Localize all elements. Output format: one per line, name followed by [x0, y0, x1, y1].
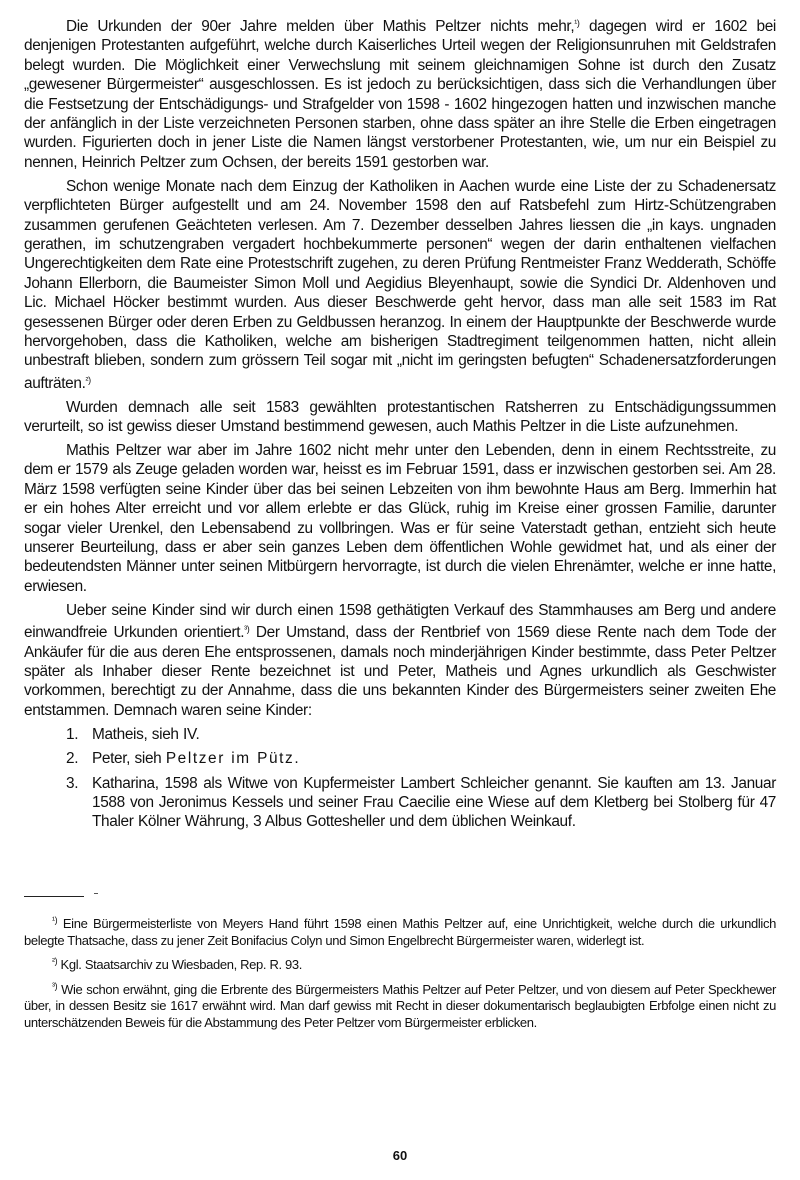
paragraph	[24, 398, 776, 437]
list-number: 1.	[66, 725, 79, 743]
footnote-separator	[24, 884, 98, 902]
footnote	[24, 912, 776, 949]
footnote-reference[interactable]: ¹)	[574, 18, 580, 28]
paragraph	[24, 14, 776, 172]
footnote-text: Kgl. Staatsarchiv zu Wiesbaden, Rep. R. 93.	[57, 957, 303, 973]
footnote-marker: ³)	[52, 980, 58, 991]
footnote	[24, 953, 776, 974]
footnote-text: Wie schon erwähnt, ging die Erbrente des Bürgermeisters Mathis Peltzer auf Peter Peltzer, und von diesem auf Peter Speckhewer über, in dessen Besitz sie 1617 erwähnt wird. Man darf gewiss mit Recht in dieser dokumentarisch beglaubigten Erbfolge einen nicht zu unterschätzenden Beweis für die Abstammung des Peter Peltzer vom Bürgermeister erblicken.	[24, 981, 776, 1030]
list-number: 3.	[66, 774, 79, 792]
footnotes	[24, 912, 776, 1036]
paragraph-text: Schon wenige Monate nach dem Einzug der Katholiken in Aachen wurde eine Liste der zu Schadenersatz verpflichteten Bürger aufgestellt und am 24. November 1598 den auf Ratsbefehl zum Hirtz-Schützengraben zusammen gerufenen Geächteten verlesen. Am 7. Dezember desselben Jahres liessen die „in kays. ungnaden gerathen, im schutzengraben vergadert hochbekummerte personen“ wegen der darin enthaltenen vielfachen Ungerechtigkeiten dem Rate eine Protestschrift zugehen, zu deren Prüfung Rentmeister Franz Wedderath, Schöffe Johann Ellerborn, die Baumeister Simon Moll und Aegidius Bleyenhaupt, sowie die Syndici Dr. Aldenhoven und Lic. Michael Höcker bestimmt wurden. Aus dieser Beschwerde geht hervor, dass man alle seit 1583 im Rat gesessenen Bürger oder deren Erben zu Geldbussen heranzog. In einem der Hauptpunkte der Beschwerde wurde hervorgehoben, dass die Katholiken, welche am bisherigen Stadtregiment teilgenommen hatten, nicht allein unbestraft blieben, sondern zum grössern Teil sogar mit „nicht im geringsten befugten“ Schadenersatzforderungen aufträten.	[24, 177, 776, 392]
main-text	[24, 14, 776, 832]
footnote-reference[interactable]: ²)	[85, 374, 91, 385]
paragraph-text: dagegen wird er 1602 bei denjenigen Protestanten aufgeführt, welche durch Kaiserliches Urteil wegen der Religionsunruhen mit Geldstrafen belegt wurden. Die Möglichkeit einer Verwechslung mit seinem gleichnamigen Sohne ist durch den Zusatz „gewesener Bürgermeister“ ausgeschlossen. Es ist jedoch zu berücksichtigen, dass sich die Verhandlungen über die Festsetzung der Entschädigungs- und Strafgelder von 1598 - 1602 hingezogen hatten und inzwischen manche der anfänglich in der Liste verzeichneten Personen starben, ohne dass später an ihre Stelle die Erben eingetragen wurden. Figurierten doch in jener Liste die Namen längst verstorbener Protestanten, wie, um nur ein Beispiel zu nennen, Heinrich Peltzer zum Ochsen, der bereits 1591 gestorben war.	[24, 18, 776, 171]
footnote-marker: ¹)	[52, 915, 58, 925]
list-number: 2.	[66, 750, 79, 768]
list-item	[24, 749, 776, 768]
paragraph	[24, 601, 776, 720]
paragraph	[24, 177, 776, 393]
footnote	[24, 978, 776, 1032]
paragraph-text: Ueber seine Kinder sind wir durch einen 1598 gethätigten Verkauf des Stammhauses am Berg und andere einwandfreie Urkunden orientiert.	[24, 601, 776, 642]
footnote-reference[interactable]: ³)	[244, 624, 250, 635]
list-item-text: Matheis, sieh IV.	[92, 725, 200, 743]
page-content	[24, 14, 776, 837]
paragraph-text: Die Urkunden der 90er Jahre melden über Mathis Peltzer nichts mehr,	[66, 18, 575, 35]
list-item	[24, 774, 776, 832]
list-item	[24, 725, 776, 744]
children-list	[24, 725, 776, 832]
cross-reference: Peltzer im Pütz	[165, 750, 295, 768]
separator-line	[24, 896, 84, 897]
paragraph	[24, 441, 776, 596]
list-item-text: .	[294, 750, 299, 768]
paragraph-text: Mathis Peltzer war aber im Jahre 1602 nicht mehr unter den Lebenden, denn in einem Rechtsstreite, zu dem er 1579 als Zeuge geladen worden war, heisst es im Februar 1591, dass er inzwischen gestorben sei. Am 28. März 1598 verfügten seine Kinder über das bei seinen Lebzeiten von ihm bewohnte Haus am Berg. Immerhin hat er ein hohes Alter erreicht und vor allem erlebte er das Glück, ruhig im Kreise einer grossen Familie, darunter sogar vieler Urenkel, den Lebensabend zu vollbringen. Was er für seine Vaterstadt gethan, entzieht sich heute unserer Beurteilung, dass er aber sein ganzes Leben dem öffentlichen Wohle gewidmet hat, und als einer der bedeutendsten Männer unter seinen Mitbürgern hervorragte, ist durch die vielen Ehrenämter, welche er inne hatte, erwiesen.	[24, 442, 776, 595]
paragraph-text: Der Umstand, dass der Rentbrief von 1569 diese Rente nach dem Tode der Ankäufer für die aus deren Ehe entsprossenen, damals noch minderjährigen Kinder bestimmte, dass Peter Peltzer später als Inhaber dieser Rente bezeichnet ist und Peter, Matheis und Agnes urkundlich als Geschwister vorkommen, berechtigt zu der Annahme, dass die uns bekannten Kinder des Bürgermeisters seiner zweiten Ehe entstammen. Demnach waren seine Kinder:	[24, 624, 777, 719]
list-item-text: Katharina, 1598 als Witwe von Kupfermeister Lambert Schleicher genannt. Sie kauften am 13. Januar 1588 von Jeronimus Kessels und seiner Frau Caecilie eine Wiese auf dem Kletberg bei Stolberg für 47 Thaler Kölner Währung, 3 Albus Gottesheller und dem üblichen Weinkauf.	[92, 774, 776, 831]
footnote-text: Eine Bürgermeisterliste von Meyers Hand führt 1598 einen Mathis Peltzer auf, eine Unrichtigkeit, welche durch die urkundlich belegte Thatsache, dass zu jener Zeit Bonifacius Colyn und Simon Engelbrecht Bürgermeister waren, widerlegt ist.	[24, 916, 776, 948]
paragraph-text: Wurden demnach alle seit 1583 gewählten protestantischen Ratsherren zu Entschädigungssummen verurteilt, so ist gewiss dieser Umstand bestimmend gewesen, auch Mathis Peltzer in die Liste aufzunehmen.	[24, 398, 776, 436]
list-item-text: Peter, sieh	[92, 750, 166, 768]
page-number: 60	[392, 1148, 408, 1163]
footnote-marker: ²)	[52, 956, 58, 967]
separator-mark	[94, 893, 98, 894]
